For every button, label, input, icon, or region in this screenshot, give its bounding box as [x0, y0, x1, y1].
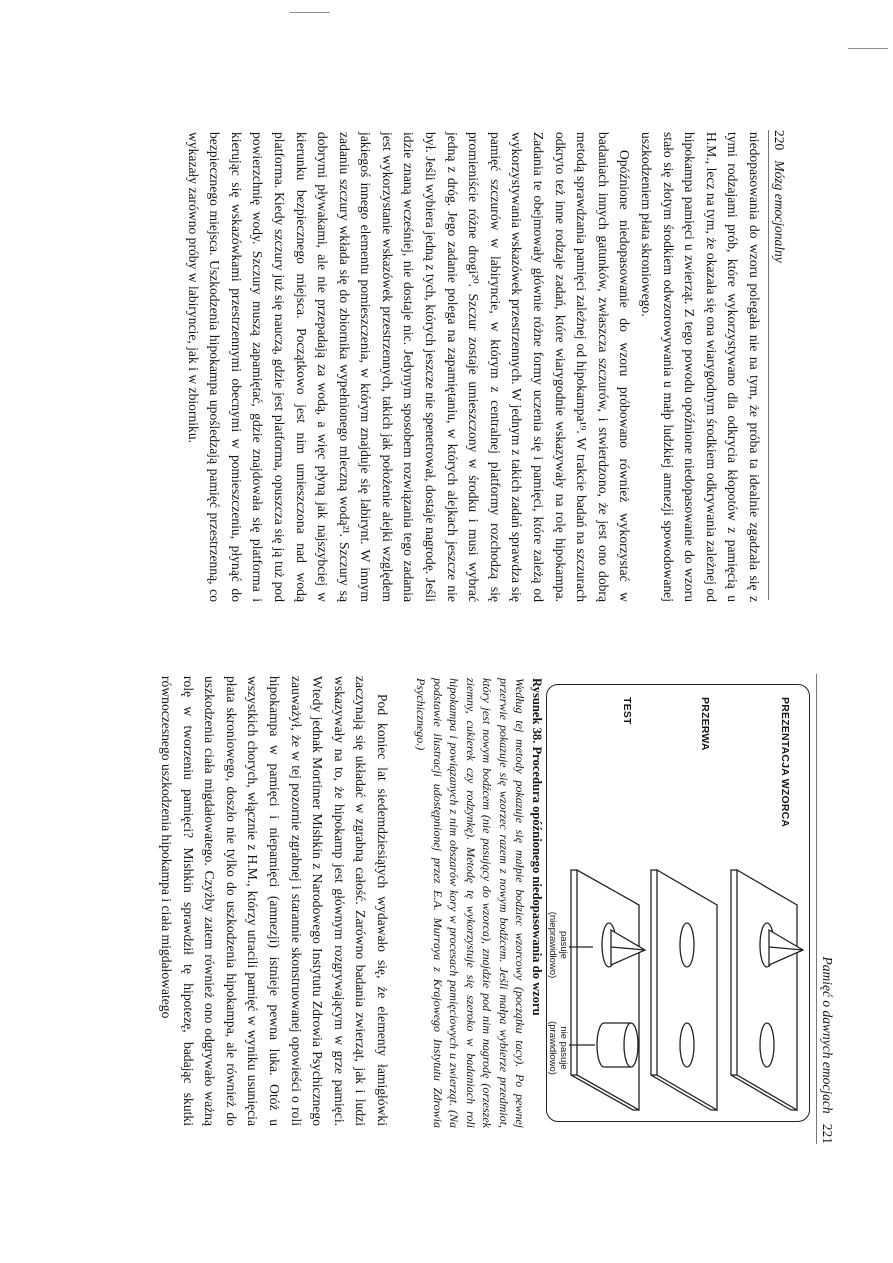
caption-title: Rysunek 38. Procedura opóźnionego niedopasowania do wzoru — [530, 678, 544, 1016]
left-page-body — [182, 132, 765, 602]
stage-label-sample: PREZENTACJA WZORCA — [779, 697, 791, 828]
page-number-left: 220 — [772, 130, 787, 151]
paragraph: Pod koniec lat siedemdziesiątych wydawało się, że elementy łamigłówki zaczynają się układać w zgrabną całość. Zarówno badania zwierząt, jak i ludzi wskazywały na to, że hipokamp jest głównym rozgrywającym w grze pamięci. Wtedy jednak Mortimer Mishkin z Narodowego Instytutu Zdrowia Psychicznego zauważył, że w tej pozornie zgrabnej i starannie skonstruowanej opowieści o roli hipokampa w pamięci i niepamięci (amnezji) istnieje pewna luka. Otóż u wszystkich chorych, włącznie z H.M., którzy utracili pamięć w wyniku usunięcia płata skroniowego, doszło nie tylko do uszkodzenia hipokampa, ale również do uszkodzenia ciała migdałowatego. Czyżby zatem również ono odgrywało ważną rolę w tworzeniu pamięci? Mishkin sprawdził tę hipotezę, badając skutki równoczesnego uszkodzenia hipokampa i ciała migdałowatego — [159, 676, 390, 1126]
page-number-right: 221 — [820, 1123, 835, 1144]
cylinder-object — [597, 1023, 638, 1067]
figure-delayed-nonmatching — [546, 684, 810, 1122]
tray-sample — [737, 870, 797, 1110]
tray-test — [577, 870, 639, 1110]
figure-caption — [413, 678, 545, 1128]
caption-body: Według tej metody pokazuje się małpie bodziec wzorcowy (początku tacy). Po pewnej przerwie pokazuje się wzorzec razem z nowym bodźcem. Jeśli małpa wybierze przedmiot, który jest nowym bodźcem (nie pasujący do wzorca), znajdzie pod nim nagrodę (orzeszek ziemny, cukierek czy rodzynkę). Metodę tę wykorzystuje się szeroko w badaniach roli hipokampa i powiązanych z nim obszarów kory w procesach pamięciowych u zwierząt. (Na podstawie ilustracji udostępnionej przez E.A. Murraya z Krajowego Instytutu Zdrowia Psychicznego.) — [414, 678, 528, 1128]
right-page — [0, 640, 893, 1260]
stage-label-test: TEST — [621, 697, 633, 725]
running-head-right — [816, 674, 835, 1144]
running-head-title-right: Pamięć o dawnych emocjach — [820, 956, 835, 1114]
label-matching: pasuje (nieprawidłowo) — [547, 911, 569, 979]
paragraph: Opóźnione niedopasowanie do wzoru próbowano również wykorzystać w badaniach innych gatunków, zwłaszcza szczurów, i stwierdzono, że jest ono dobrą metodą sprawdzania pamięci zależnej od hipokampa¹⁹. W trakcie badań na szczurach odkryto też inne rodzaje zadań, które wiarygodnie wskazywały na rolę hipokampa. Zadania te obejmowały głównie różne formy uczenia się i pamięci, które zależą od wykorzystywania wskazówek przestrzennych. W jednym z takich zadań sprawdza się pamięć szczurów w labiryncie, w którym z centralnej platformy rozchodzą się promieniście różne drogi²⁰. Szczur zostaje umieszczony w środku i musi wybrać jedną z dróg. Jego zadanie polega na zapamiętaniu, w których alejkach jeszcze nie był. Jeśli wybiera jedną z tych, których jeszcze nie spenetrował, dostaje nagrodę. Jeśli idzie znaną wcześniej, nie dostaje nic. Jedynym sposobem rozwiązania tego zadania jest wykorzystanie wskazówek przestrzennych, takich jak położenie alejki względem jakiegoś innego elementu pomieszczenia, w którym znajduje się labirynt. W innym zadaniu szczury wkłada się do zbiornika wypełnionego mleczną wodą²¹. Szczury są dobrymi pływakami, ale nie przepadają za wodą, a więc płyną jak najszybciej w kierunku bezpiecznego miejsca. Początkowo jest nim umieszczona nad wodą platforma. Kiedy szczury już się nauczą, gdzie jest platforma, opuszcza się ją tuż pod powierzchnię wody. Szczury muszą zapamiętać, gdzie znajdowała się platforma i kierując się wskazówkami przestrzennymi obecnymi w pomieszczeniu, płynąć do bezpiecznego miejsca. Uszkodzenia hipokampa upośledzają pamięć przestrzenną, co wykazały zarówno próby w labiryncie, jak i w zbiorniku. — [185, 132, 633, 602]
paragraph: niedopasowania do wzoru polegała nie na tym, że próba ta idealnie zgadzała się z tymi rodzajami prób, które wykorzystywano dla odkrycia kłopotów z pamięcią u H.M., lecz na tym, że okazała się ona wiarygodnym środkiem odkrywania zależnej od hipokampa pamięci u zwierząt. Z tego powodu opóźnione niedopasowanie do wzoru stało się złotym środkiem odwzorowywania u małp ludzkiej amnezji spowodowanej uszkodzeniem płata skroniowego. — [639, 132, 762, 602]
right-page-body — [155, 676, 393, 1126]
tray-delay — [657, 870, 717, 1110]
running-head-left — [768, 130, 787, 600]
label-nonmatching: nie pasuje (prawidłowo) — [547, 1021, 569, 1075]
left-page — [0, 0, 893, 620]
running-head-title-left: Mózg emocjonalny — [772, 160, 787, 263]
figure-illustration — [547, 685, 809, 1121]
stage-label-delay: PRZERWA — [699, 697, 711, 751]
